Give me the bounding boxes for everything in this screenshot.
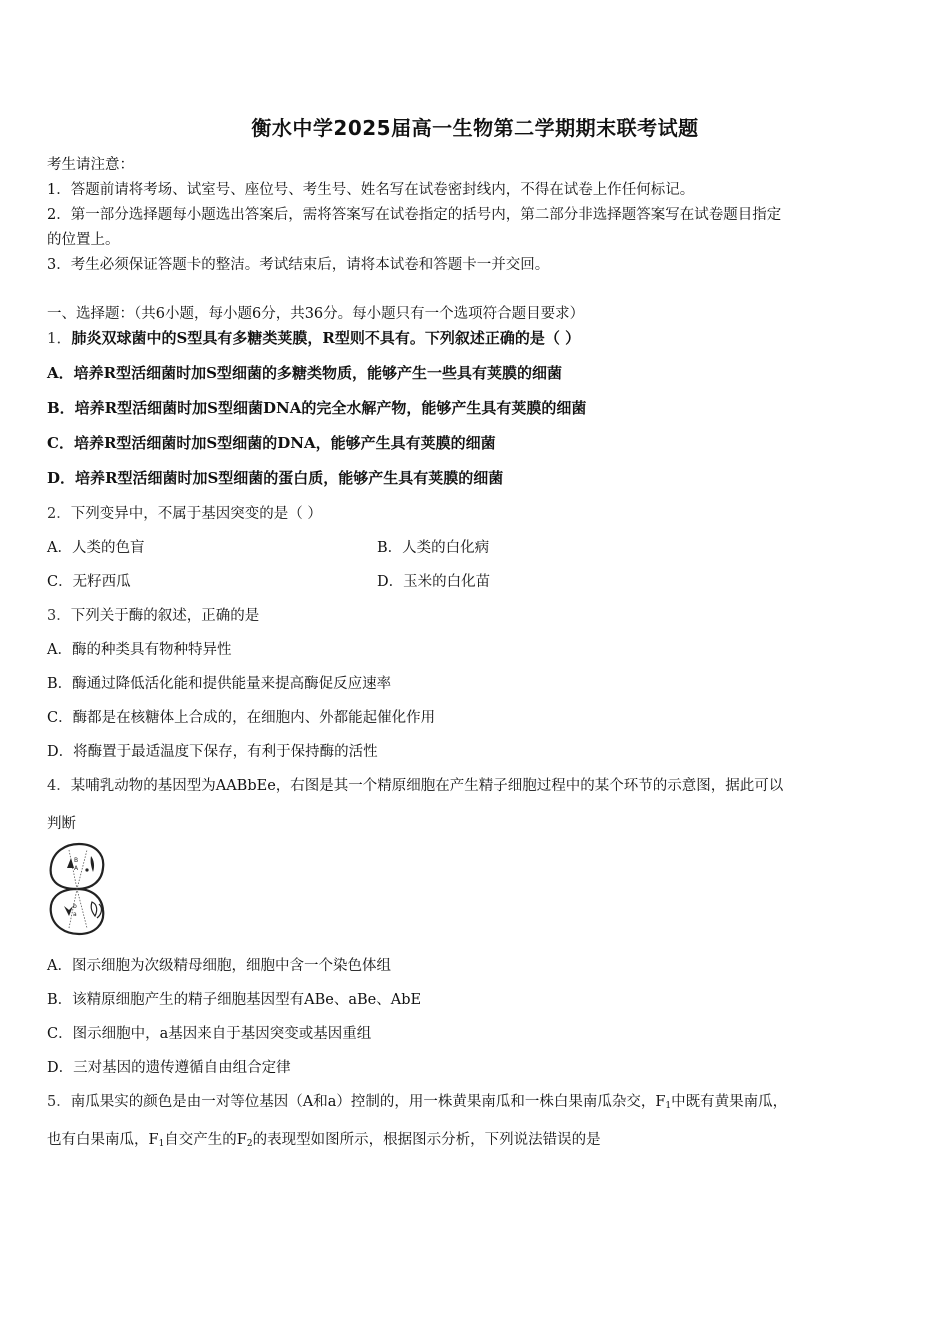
- question-stem: 下列关于酶的叙述，正确的是: [70, 608, 260, 624]
- question-number: 1．: [47, 329, 72, 347]
- page-title: 衡水中学2025届高一生物第二学期期末联考试题: [251, 116, 699, 140]
- question-number: 5．: [47, 1094, 71, 1110]
- question-stem: 下列变异中，不属于基因突变的是（ ）: [70, 506, 322, 522]
- question-number: 3．: [47, 608, 71, 624]
- section-heading: 一、选择题：（共6小题，每小题6分，共36分。每小题只有一个选项符合题目要求）: [47, 306, 585, 322]
- stem-part-2: 自交产生的F: [164, 1132, 247, 1148]
- gene-label-a-upper: A: [74, 865, 79, 872]
- question-number: 4．: [47, 778, 71, 794]
- subscript-2: 2: [246, 1139, 253, 1149]
- q2-option-d: D．玉米的白化苗: [377, 574, 491, 590]
- notice-item-1: 1．答题前请将考场、试室号、座位号、考生号、姓名写在试卷密封线内，不得在试卷上作任何标记。: [47, 182, 695, 198]
- question-stem-end: 中既有黄果南瓜，: [671, 1094, 788, 1110]
- q4-option-c: C．图示细胞中，a基因来自于基因突变或基因重组: [47, 1026, 372, 1042]
- cell-division-diagram: [47, 840, 107, 938]
- q4-option-a: A．图示细胞为次级精母细胞，细胞中含一个染色体组: [47, 958, 391, 974]
- q2-options-row-1: [47, 536, 902, 557]
- gene-label-b-lower: b: [73, 903, 77, 910]
- question-2: [47, 502, 902, 523]
- notice-item-2-cont: 的位置上。: [47, 232, 120, 248]
- q3-option-a: A．酶的种类具有物种特异性: [47, 642, 232, 658]
- subscript-1: 1: [158, 1139, 165, 1149]
- stem-part-3: 的表现型如图所示，根据图示分析，下列说法错误的是: [252, 1132, 601, 1148]
- q4-option-d: D．三对基因的遗传遵循自由组合定律: [47, 1060, 291, 1076]
- q1-option-a: A．培养R型活细菌时加S型细菌的多糖类物质，能够产生一些具有荚膜的细菌: [47, 364, 562, 382]
- question-5: [47, 1090, 902, 1111]
- question-number: 2．: [47, 506, 71, 522]
- q3-option-b: B．酶通过降低活化能和提供能量来提高酶促反应速率: [47, 676, 392, 692]
- subscript-1: 1: [665, 1101, 672, 1111]
- notice-item-2: 2．第一部分选择题每小题选出答案后，需将答案写在试卷指定的括号内，第二部分非选择题答案写在试卷题目指定: [47, 207, 782, 223]
- q3-option-c: C．酶都是在核糖体上合成的，在细胞内、外都能起催化作用: [47, 710, 436, 726]
- q4-option-b: B．该精原细胞产生的精子细胞基因型有ABe、aBe、AbE: [47, 992, 422, 1008]
- question-5-cont: [47, 1128, 902, 1149]
- gene-label-b-upper: B: [74, 857, 79, 864]
- notice-item-3: 3．考生必须保证答题卡的整洁。考试结束后，请将本试卷和答题卡一并交回。: [47, 257, 550, 273]
- q2-option-c: C．无籽西瓜: [47, 574, 131, 590]
- stem-part-1: 也有白果南瓜，F: [47, 1132, 159, 1148]
- question-4-cont: 判断: [47, 816, 76, 832]
- question-4: [47, 774, 902, 795]
- q1-option-b: B．培养R型活细菌时加S型细菌DNA的完全水解产物，能够产生具有荚膜的细菌: [47, 399, 587, 417]
- q2-options-row-2: [47, 570, 902, 591]
- gene-label-a-lower: a: [73, 911, 77, 918]
- q3-option-d: D．将酶置于最适温度下保存，有利于保持酶的活性: [47, 744, 378, 760]
- question-stem: 南瓜果实的颜色是由一对等位基因（A和a）控制的，用一株黄果南瓜和一株白果南瓜杂交，F: [70, 1094, 666, 1110]
- q2-option-a: A．人类的色盲: [47, 540, 145, 556]
- q2-option-b: B．人类的白化病: [377, 540, 490, 556]
- question-1: [47, 327, 902, 348]
- question-stem: 某哺乳动物的基因型为AABbEe，右图是其一个精原细胞在产生精子细胞过程中的某个环节的示意图，据此可以: [70, 778, 784, 794]
- q1-option-c: C．培养R型活细菌时加S型细菌的DNA，能够产生具有荚膜的细菌: [47, 434, 496, 452]
- q1-option-d: D．培养R型活细菌时加S型细菌的蛋白质，能够产生具有荚膜的细菌: [47, 469, 504, 487]
- question-stem: 肺炎双球菌中的S型具有多糖类荚膜，R型则不具有。下列叙述正确的是（ ）: [71, 329, 581, 347]
- question-3: [47, 604, 902, 625]
- notice-heading: 考生请注意：: [47, 157, 134, 173]
